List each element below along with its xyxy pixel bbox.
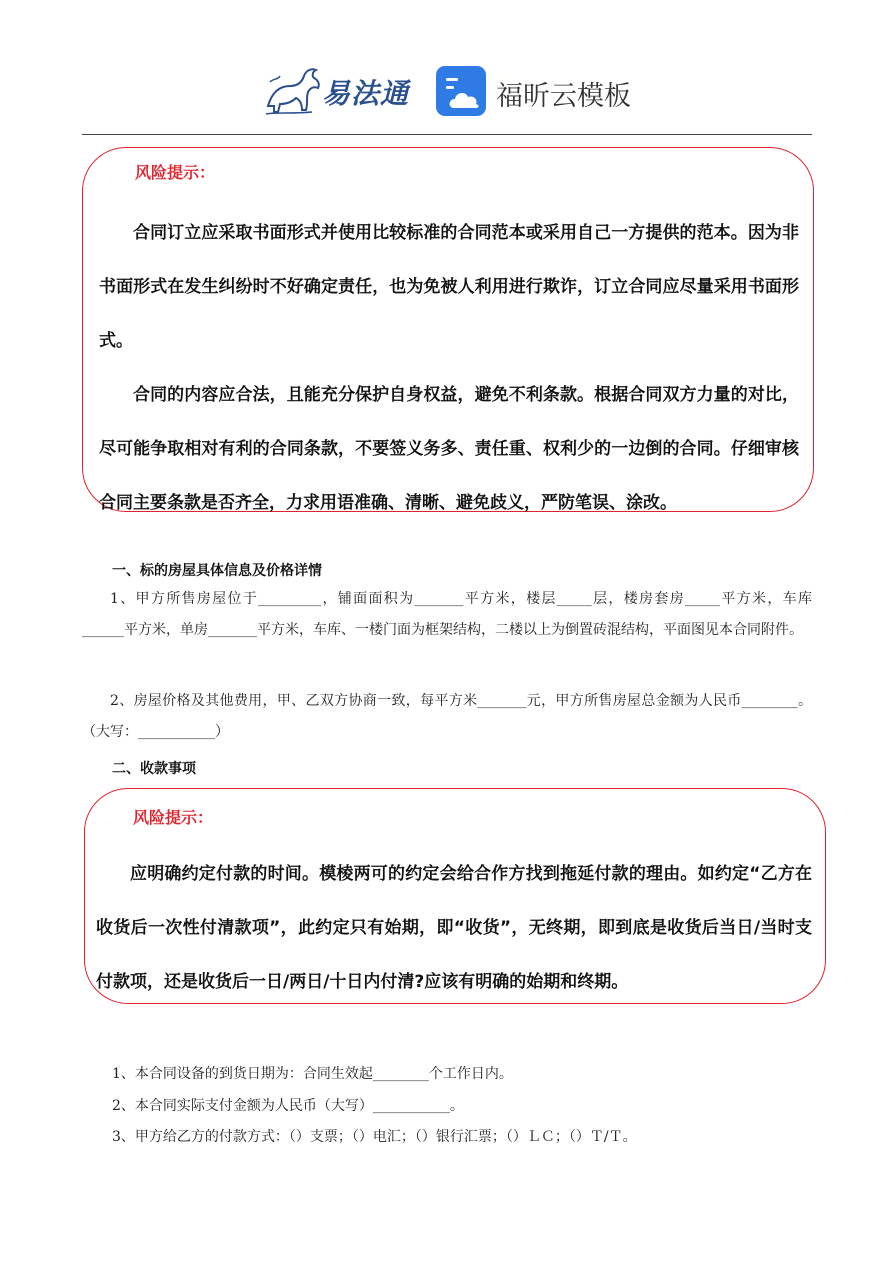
yifatong-logo [262, 60, 412, 120]
risk-warning-box [82, 147, 814, 512]
risk-warning-body [99, 206, 799, 530]
risk-paragraph: 合同的内容应合法，且能充分保护自身权益，避免不利条款。根据合同双方力量的对比，尽可能争取相对有利的合同条款，不要签义务多、责任重、权利少的一边倒的合同。仔细审核合同主要条款是否齐全，力求用语准确、清晰、避免歧义，严防笔误、涂改。 [99, 385, 799, 513]
brand2-text: 福昕云模板 [496, 81, 631, 112]
risk-warning-body [96, 847, 812, 1009]
qilin-icon [262, 62, 324, 118]
document-header [0, 0, 893, 136]
risk-paragraph: 合同订立应采取书面形式并使用比较标准的合同范本或采用自己一方提供的范本。因为非书面形式在发生纠纷时不好确定责任，也为免被人利用进行欺诈，订立合同应尽量采用书面形式。 [99, 223, 799, 351]
clause-paragraph: 2、房屋价格及其他费用，甲、乙双方协商一致，每平方米_______元，甲方所售房屋总金额为人民币________。（大写：___________） [82, 693, 812, 740]
payment-clause: 3、甲方给乙方的付款方式：（）支票；（）电汇；（）银行汇票；（）ＬＣ；（）Ｔ/Ｔ。 [112, 1129, 637, 1145]
section-heading: 一、标的房屋具体信息及价格详情 [112, 563, 322, 579]
payment-clause: 2、本合同实际支付金额为人民币（大写）___________。 [112, 1098, 464, 1114]
section-heading: 二、收款事项 [112, 761, 196, 777]
header-divider [82, 134, 812, 135]
risk-warning-title: 风险提示： [135, 163, 216, 182]
payment-clause: 1、本合同设备的到货日期为：合同生效起________个工作日内。 [112, 1066, 513, 1082]
risk-paragraph: 应明确约定付款的时间。模棱两可的约定会给合作方找到拖延付款的理由。如约定“乙方在收货后一次性付清款项”，此约定只有始期，即“收货”，无终期，即到底是收货后当日/当时支付款项，还是收货后一日/两日/十日内付清?应该有明确的始期和终期。 [96, 864, 812, 992]
risk-warning-title: 风险提示： [133, 808, 214, 827]
brand1-text: 易法通 [322, 77, 410, 110]
risk-warning-box [84, 788, 826, 1004]
clause-paragraph: 1、甲方所售房屋位于_________，铺面面积为_______平方米，楼层_____层，楼房套房_____平方米，车库 ______平方米，单房_______平方米，车库、一楼门面为框架结构，二楼以上为倒置砖混结构，平面图见本合同附件。 [82, 591, 826, 638]
cloud-document-icon [436, 66, 486, 116]
